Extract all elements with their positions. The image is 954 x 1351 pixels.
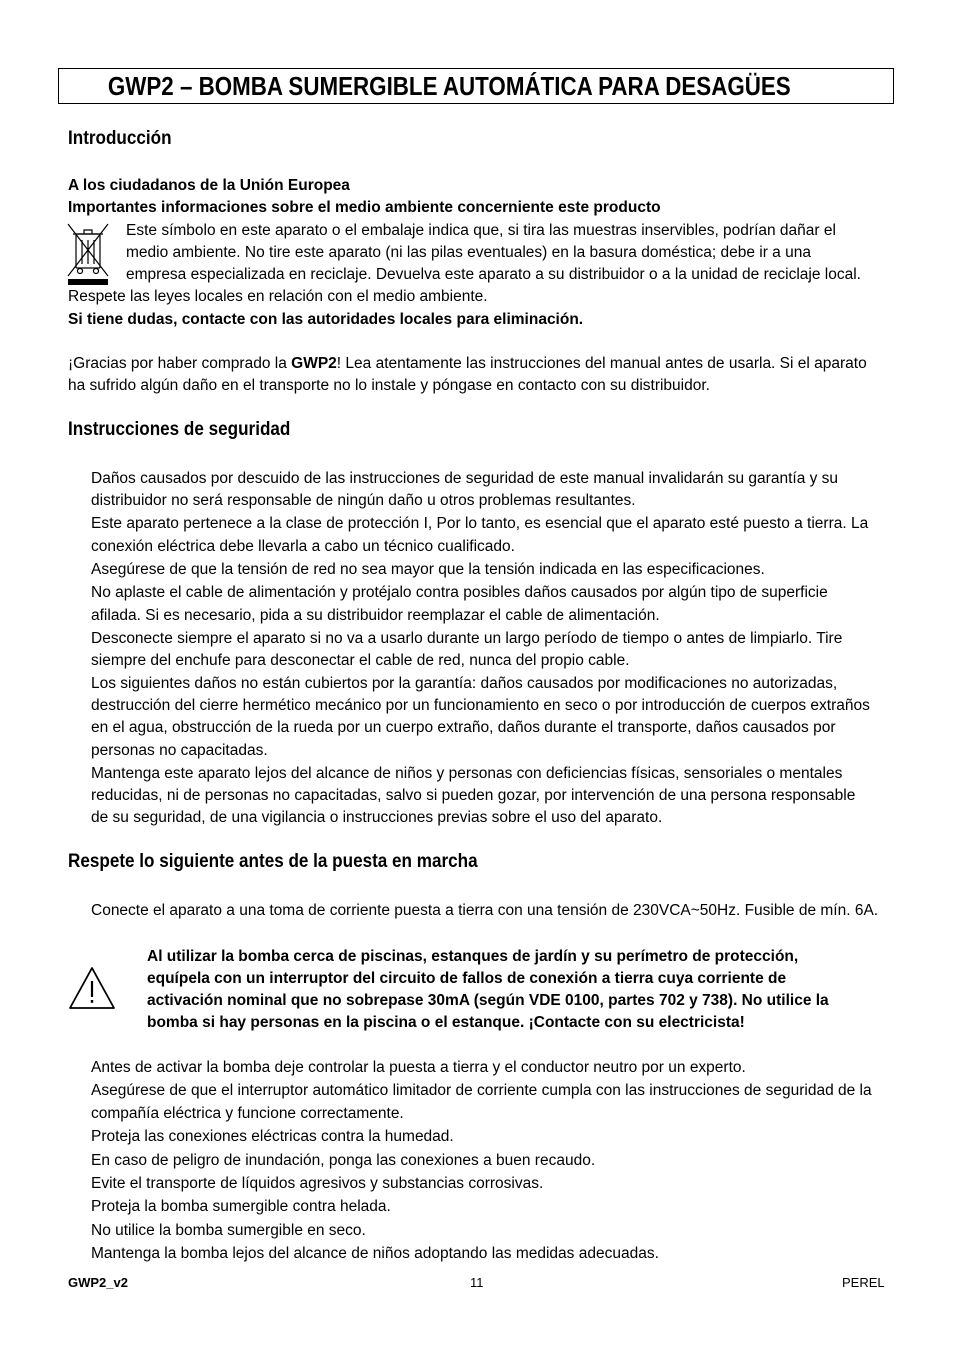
safety-line: personas no capacitadas. — [91, 742, 268, 759]
page-title: GWP2 – BOMBA SUMERGIBLE AUTOMÁTICA PARA DESAGÜES — [107, 71, 791, 101]
safety-line: reducidas, ni de personas no capacitadas, salvo si pueden gozar, por intervención de una persona responsable — [91, 787, 856, 804]
section-heading-safety: Instrucciones de seguridad — [68, 419, 291, 440]
safety-line: No aplaste el cable de alimentación y protéjalo contra posibles daños causados por algún tipo de superficie — [91, 584, 828, 601]
safety-line: siempre del enchufe para desconectar el cable de red, nunca del propio cable. — [91, 652, 630, 669]
safety-line: destrucción del cierre hermético mecánico por un funcionamiento en seco o por introducción de cuerpos extraños — [91, 697, 870, 714]
weee-bin-icon — [66, 222, 112, 286]
safety-line: Mantenga este aparato lejos del alcance de niños y personas con deficiencias físicas, sensoriales o mentales — [91, 765, 843, 782]
warning-line: equípela con un interruptor del circuito de fallos de conexión a tierra cuya corriente de — [147, 970, 787, 987]
warning-line: Al utilizar la bomba cerca de piscinas, estanques de jardín y su perímetro de protección, — [147, 948, 799, 965]
thanks-line-2: ha sufrido algún daño en el transporte no lo instale y póngase en contacto con su distribuidor. — [68, 377, 710, 394]
connect-text: Conecte el aparato a una toma de corriente puesta a tierra con una tensión de 230VCA~50Hz. Fusible de mín. 6A. — [91, 902, 879, 919]
section-heading-intro: Introducción — [68, 128, 172, 149]
safety-line: Daños causados por descuido de las instrucciones de seguridad de este manual invalidarán su garantía y su — [91, 470, 839, 487]
eu-heading: A los ciudadanos de la Unión Europea — [68, 177, 350, 194]
startup-line: Proteja la bomba sumergible contra helada. — [91, 1198, 391, 1215]
thanks-line-1 — [68, 353, 867, 376]
startup-line: Proteja las conexiones eléctricas contra la humedad. — [91, 1128, 454, 1145]
footer-page-number: 11 — [470, 1275, 484, 1290]
env-line-3: empresa especializada en reciclaje. Devuelva este aparato a su distribuidor o a la unidad de reciclaje local. — [126, 266, 861, 283]
safety-line: Los siguientes daños no están cubiertos por la garantía: daños causados por modificaciones no autorizadas, — [91, 675, 838, 692]
thanks-post: ! Lea atentamente las instrucciones del manual antes de usarla. Si el aparato — [336, 355, 867, 372]
startup-line: Mantenga la bomba lejos del alcance de niños adoptando las medidas adecuadas. — [91, 1245, 659, 1262]
thanks-pre: ¡Gracias por haber comprado la — [68, 355, 292, 372]
startup-line: Asegúrese de que el interruptor automático limitador de corriente cumpla con las instrucciones de seguridad de la — [91, 1082, 872, 1099]
warning-triangle-icon — [68, 966, 116, 1010]
footer-brand: PEREL — [842, 1275, 885, 1290]
startup-line: Evite el transporte de líquidos agresivos y substancias corrosivas. — [91, 1175, 544, 1192]
startup-line: compañía eléctrica y funcione correctamente. — [91, 1105, 404, 1122]
warning-line: bomba si hay personas en la piscina o el estanque. ¡Contacte con su electricista! — [147, 1014, 745, 1031]
startup-line: Antes de activar la bomba deje controlar la puesta a tierra y el conductor neutro por un experto. — [91, 1059, 746, 1076]
env-heading: Importantes informaciones sobre el medio ambiente concerniente este producto — [68, 199, 661, 216]
safety-line: Desconecte siempre el aparato si no va a usarlo durante un largo período de tiempo o antes de limpiarlo. Tire — [91, 630, 843, 647]
startup-line: No utilice la bomba sumergible en seco. — [91, 1222, 366, 1239]
safety-line: afilada. Si es necesario, pida a su distribuidor reemplazar el cable de alimentación. — [91, 607, 660, 624]
section-heading-startup: Respete lo siguiente antes de la puesta en marcha — [68, 851, 478, 872]
safety-line: conexión eléctrica debe llevarla a cabo un técnico cualificado. — [91, 538, 515, 555]
doubts-text: Si tiene dudas, contacte con las autoridades locales para eliminación. — [68, 311, 584, 328]
safety-line: de su seguridad, de una vigilancia o instrucciones previas sobre el uso del aparato. — [91, 809, 663, 826]
safety-line: en el agua, obstrucción de la rueda por un cuerpo extraño, daños durante el transporte, daños causados por — [91, 719, 836, 736]
warning-line: activación nominal que no sobrepase 30mA (según VDE 0100, partes 702 y 738). No utilice la — [147, 992, 829, 1009]
startup-line: En caso de peligro de inundación, ponga las conexiones a buen recaudo. — [91, 1152, 596, 1169]
safety-line: Asegúrese de que la tensión de red no sea mayor que la tensión indicada en las especificaciones. — [91, 561, 765, 578]
safety-line: distribuidor no será responsable de ningún daño u otros problemas resultantes. — [91, 492, 636, 509]
product-code: GWP2 — [291, 355, 337, 372]
footer-doc-code: GWP2_v2 — [68, 1275, 128, 1290]
env-line-4: Respete las leyes locales en relación con el medio ambiente. — [68, 288, 488, 305]
safety-line: Este aparato pertenece a la clase de protección I, Por lo tanto, es esencial que el aparato esté puesto a tierra. La — [91, 515, 869, 532]
env-line-1: Este símbolo en este aparato o el embalaje indica que, si tira las muestras inservibles, podrían dañar el — [126, 222, 836, 239]
env-line-2: medio ambiente. No tire este aparato (ni las pilas eventuales) en la basura doméstica; debe ir a una — [126, 244, 811, 261]
